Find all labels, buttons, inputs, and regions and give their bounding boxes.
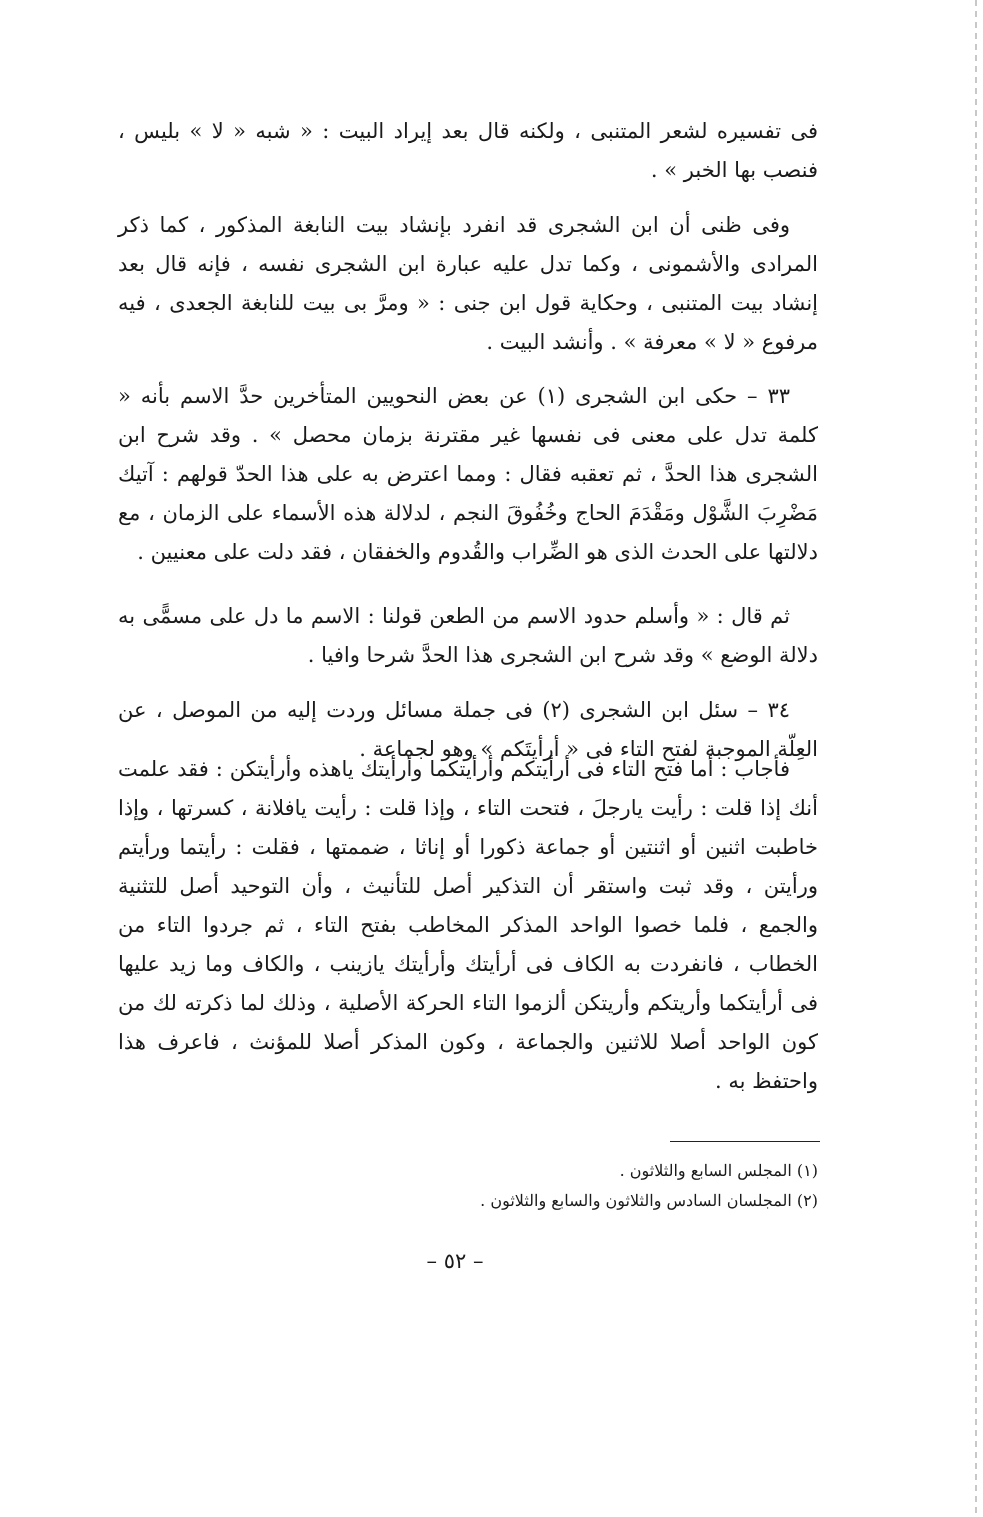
footnote-1: (١) المجلس السابع والثلاثون . <box>619 1161 818 1180</box>
paragraph-3: ثم قال : « وأسلم حدود الاسم من الطعن قولنا : الاسم ما دل على مسمًّى به دلالة الوضع » وقد شرح ابن الشجرى هذا الحدَّ شرحا وافيا . <box>118 604 818 667</box>
footnote-divider <box>670 1141 820 1142</box>
paragraph-answer: فأجاب : أما فتح التاء فى أرأيتكم وأرأيتكما وأرأيتك ياهذه وأرأيتكن : فقد علمت أنك إذا قلت : رأيت يارجلَ ، فتحت التاء ، وإذا قلت : رأيت يافلانة ، كسرتها ، وإذا خاطبت اثنين أو اثنتين أو جماعة ذكورا أو إناثا ، ضممتها ، فقلت : رأيتما ورأيتم ورأيتن ، وقد ثبت واستقر أن التذكير أصل للتأنيث ، وأن التوحيد أصل للتثنية والجمع ، فلما خصوا الواحد المذكر المخاطب بفتح التاء ، ثم جردوا التاء من الخطاب ، فانفردت به الكاف فى أرأيتك وأرأيتك يازينب ، والكاف وما زيد عليها فى أرأيتكما وأريتكم وأريتكن ألزموا التاء الحركة الأصلية ، وذلك لما ذكرته لك من كون الواحد أصلا للاثنين والجماعة ، وكون المذكر أصلا للمؤنث ، فاعرف هذا واحتفظ به . <box>118 757 818 1093</box>
paragraph-2: وفى ظنى أن ابن الشجرى قد انفرد بإنشاد بيت النابغة المذكور ، كما ذكر المرادى والأشمونى ، وكما تدل عليه عبارة ابن الشجرى نفسه ، فإنه قال بعد إنشاد بيت المتنبى ، وحكاية قول ابن جنى : « ومرَّ بى بيت للنابغة الجعدى ، فيه مرفوع « لا » معرفة » . وأنشد البيت . <box>118 213 818 354</box>
paragraph-34: ٣٤ – سئل ابن الشجرى (٢) فى جملة مسائل وردت إليه من الموصل ، عن العِلّة الموجبة لفتح التاء فى « أرأيتَكم » وهو لجماعة . <box>118 698 818 761</box>
footnote-2: (٢) المجلسان السادس والثلاثون والسابع والثلاثون . <box>480 1191 818 1210</box>
scan-edge-mark <box>975 0 977 1517</box>
paragraph-33: ٣٣ – حكى ابن الشجرى (١) عن بعض النحويين المتأخرين حدَّ الاسم بأنه « كلمة تدل على معنى فى نفسها غير مقترنة بزمان محصل » . وقد شرح ابن الشجرى هذا الحدَّ ، ثم تعقبه فقال : ومما اعترض به على هذا الحدّ قولهم : آتيك مَضْرِبَ الشَّوْل ومَقْدَمَ الحاج وخُفُوقَ النجم ، لدلالة هذه الأسماء على الزمان ، مع دلالتها على الحدث الذى هو الضِّراب والقُدوم والخفقان ، فقد دلت على معنيين . <box>118 384 818 564</box>
page-number: – ٥٢ – <box>426 1249 484 1273</box>
paragraph-1: فى تفسيره لشعر المتنبى ، ولكنه قال بعد إيراد البيت : « شبه « لا » بليس ، فنصب بها الخبر » . <box>118 119 818 182</box>
